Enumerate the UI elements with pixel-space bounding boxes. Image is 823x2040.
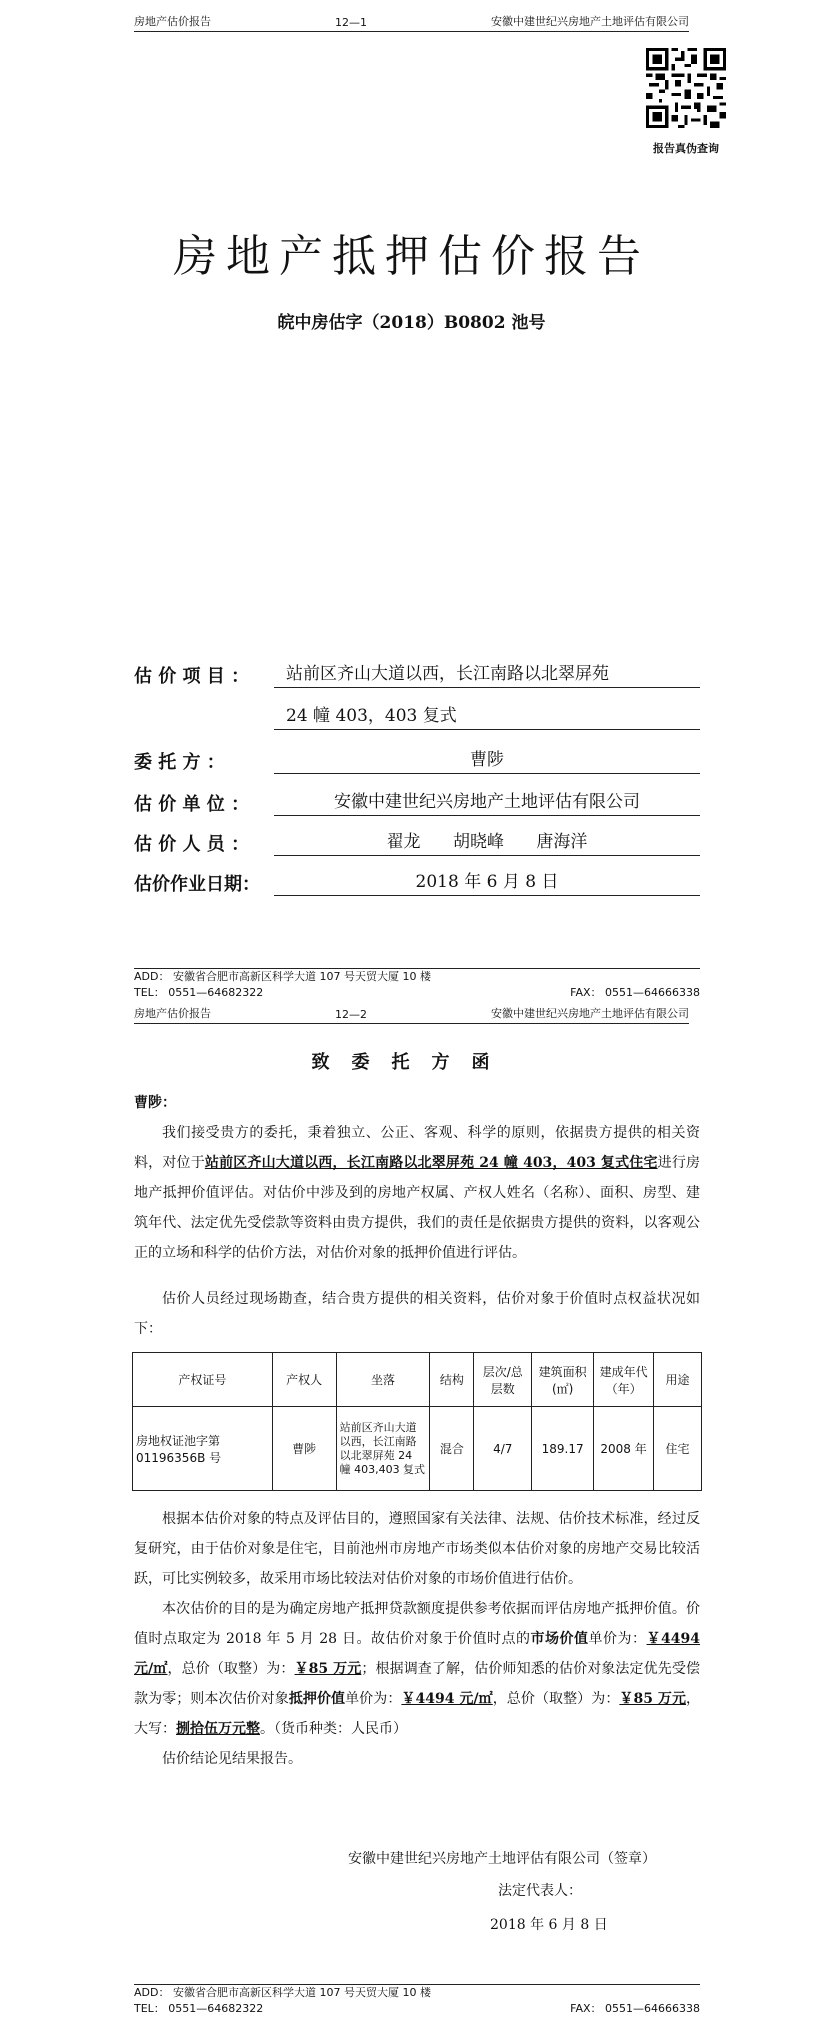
client-row — [134, 744, 700, 774]
footer-tel: TEL： 0551—64682322 — [134, 2002, 264, 2015]
page2-footer — [134, 1984, 700, 2017]
date-value: 2018 年 6 月 8 日 — [274, 868, 700, 896]
qr-caption: 报告真伪查询 — [653, 142, 719, 155]
table-cell: 房地权证池字第 01196356B 号 — [133, 1407, 273, 1491]
mortgage-total-price: ￥85 万元 — [619, 1691, 687, 1707]
paragraph-4: 本次估价的目的是为确定房地产抵押贷款额度提供参考依据而评估房地产抵押价值。价值时点取定为 2018 年 5 月 28 日。故估价对象于价值时点的市场价值单价为：￥4494 元/㎡，总价（取整）为：￥85 万元；根据调查了解，估价师知悉的估价对象法定优先受偿款为零；则本次估价对象抵押价值单价为：￥4494 元/㎡，总价（取整）为：￥85 万元，大写：捌拾伍万元整。（货币种类：人民币） — [134, 1601, 701, 1737]
report-title: 房地产抵押估价报告 — [173, 231, 650, 282]
staff-label: 估 价 人 员 ： — [134, 834, 250, 855]
document-number: 皖中房估字（2018）B0802 池号 — [277, 313, 546, 333]
unit-value: 安徽中建世纪兴房地产土地评估有限公司 — [274, 788, 700, 816]
staff-value: 翟龙 胡晓峰 唐海洋 — [274, 828, 700, 856]
market-unit-price: ￥4494 元/㎡ — [134, 1631, 700, 1677]
date-label: 估价作业日期： — [134, 874, 260, 895]
unit-row — [134, 786, 700, 816]
table-row — [133, 1407, 702, 1491]
header-page-number: 12—1 — [335, 16, 367, 29]
conclusion: 估价结论见结果报告。 — [162, 1751, 302, 1767]
salutation: 曹陟： — [134, 1095, 176, 1111]
date-row — [134, 866, 700, 896]
table-header: 层次/总层数 — [474, 1353, 532, 1407]
page2-header — [134, 1004, 689, 1024]
letter-title: 致委托方函 — [311, 1052, 512, 1073]
page1-footer — [134, 968, 700, 1001]
project-value-line2: 24 幢 403，403 复式 — [274, 702, 700, 730]
signature-date: 2018 年 6 月 8 日 — [490, 1917, 608, 1933]
footer-fax: FAX： 0551—64666338 — [570, 2002, 700, 2015]
client-value: 曹陟 — [274, 746, 700, 774]
table-header: 坐落 — [336, 1353, 430, 1407]
footer-address: ADD： 安徽省合肥市高新区科学大道 107 号天贸大厦 10 楼 — [134, 970, 431, 983]
header-left: 房地产估价报告 — [134, 1007, 211, 1020]
footer-tel: TEL： 0551—64682322 — [134, 986, 264, 999]
header-left: 房地产估价报告 — [134, 15, 211, 28]
client-label: 委 托 方 ： — [134, 752, 225, 773]
price-in-words: 捌拾伍万元整 — [176, 1721, 260, 1737]
project-value-line1: 站前区齐山大道以西，长江南路以北翠屏苑 — [274, 660, 700, 688]
signature-company: 安徽中建世纪兴房地产土地评估有限公司（签章） — [348, 1851, 656, 1867]
table-cell: 189.17 — [532, 1407, 594, 1491]
table-cell: 2008 年 — [594, 1407, 654, 1491]
project-row-2 — [134, 700, 700, 730]
header-right: 安徽中建世纪兴房地产土地评估有限公司 — [491, 15, 689, 28]
table-cell: 4/7 — [474, 1407, 532, 1491]
paragraph-2: 估价人员经过现场勘查，结合贵方提供的相关资料，估价对象于价值时点权益状况如下： — [134, 1291, 700, 1337]
qr-code[interactable] — [646, 48, 726, 128]
table-header: 产权证号 — [133, 1353, 273, 1407]
property-location: 站前区齐山大道以西，长江南路以北翠屏苑 24 幢 403，403 复式住宅 — [204, 1155, 658, 1171]
table-header: 建筑面积(㎡) — [532, 1353, 594, 1407]
mortgage-unit-price: ￥4494 元/㎡ — [401, 1691, 493, 1707]
header-right: 安徽中建世纪兴房地产土地评估有限公司 — [491, 1007, 689, 1020]
paragraph-3: 根据本估价对象的特点及评估目的，遵照国家有关法律、法规、估价技术标准，经过反复研究，由于估价对象是住宅，目前池州市房地产市场类似本估价对象的房地产交易比较活跃，可比实例较多，故采用市场比较法对估价对象的市场价值进行估价。 — [134, 1511, 700, 1587]
table-header: 用途 — [654, 1353, 702, 1407]
table-header: 产权人 — [272, 1353, 336, 1407]
table-cell: 混合 — [430, 1407, 474, 1491]
table-header-row — [133, 1353, 702, 1407]
project-label: 估 价 项 目 ： — [134, 666, 250, 687]
table-cell: 站前区齐山大道以西，长江南路以北翠屏苑 24 幢 403,403 复式 — [336, 1407, 430, 1491]
legal-representative: 法定代表人： — [498, 1883, 582, 1899]
table-cell: 曹陟 — [272, 1407, 336, 1491]
unit-label: 估 价 单 位 ： — [134, 794, 250, 815]
staff-row — [134, 826, 700, 856]
project-row — [134, 658, 700, 688]
table-header: 建成年代（年） — [594, 1353, 654, 1407]
footer-fax: FAX： 0551—64666338 — [570, 986, 700, 999]
table-cell: 住宅 — [654, 1407, 702, 1491]
table-header: 结构 — [430, 1353, 474, 1407]
property-table — [132, 1352, 702, 1491]
page1-header — [134, 12, 689, 32]
footer-address: ADD： 安徽省合肥市高新区科学大道 107 号天贸大厦 10 楼 — [134, 1986, 431, 1999]
header-page-number: 12—2 — [335, 1008, 367, 1021]
paragraph-1: 我们接受贵方的委托，秉着独立、公正、客观、科学的原则，依据贵方提供的相关资料，对位于站前区齐山大道以西，长江南路以北翠屏苑 24 幢 403，403 复式住宅进行房地产抵押价值评估。对估价中涉及到的房地产权属、产权人姓名（名称）、面积、房型、建筑年代、法定优先受偿款等资料由贵方提供，我们的责任是依据贵方提供的资料，以客观公正的立场和科学的估价方法，对估价对象的抵押价值进行评估。 — [134, 1125, 700, 1261]
market-total-price: ￥85 万元 — [294, 1661, 362, 1677]
